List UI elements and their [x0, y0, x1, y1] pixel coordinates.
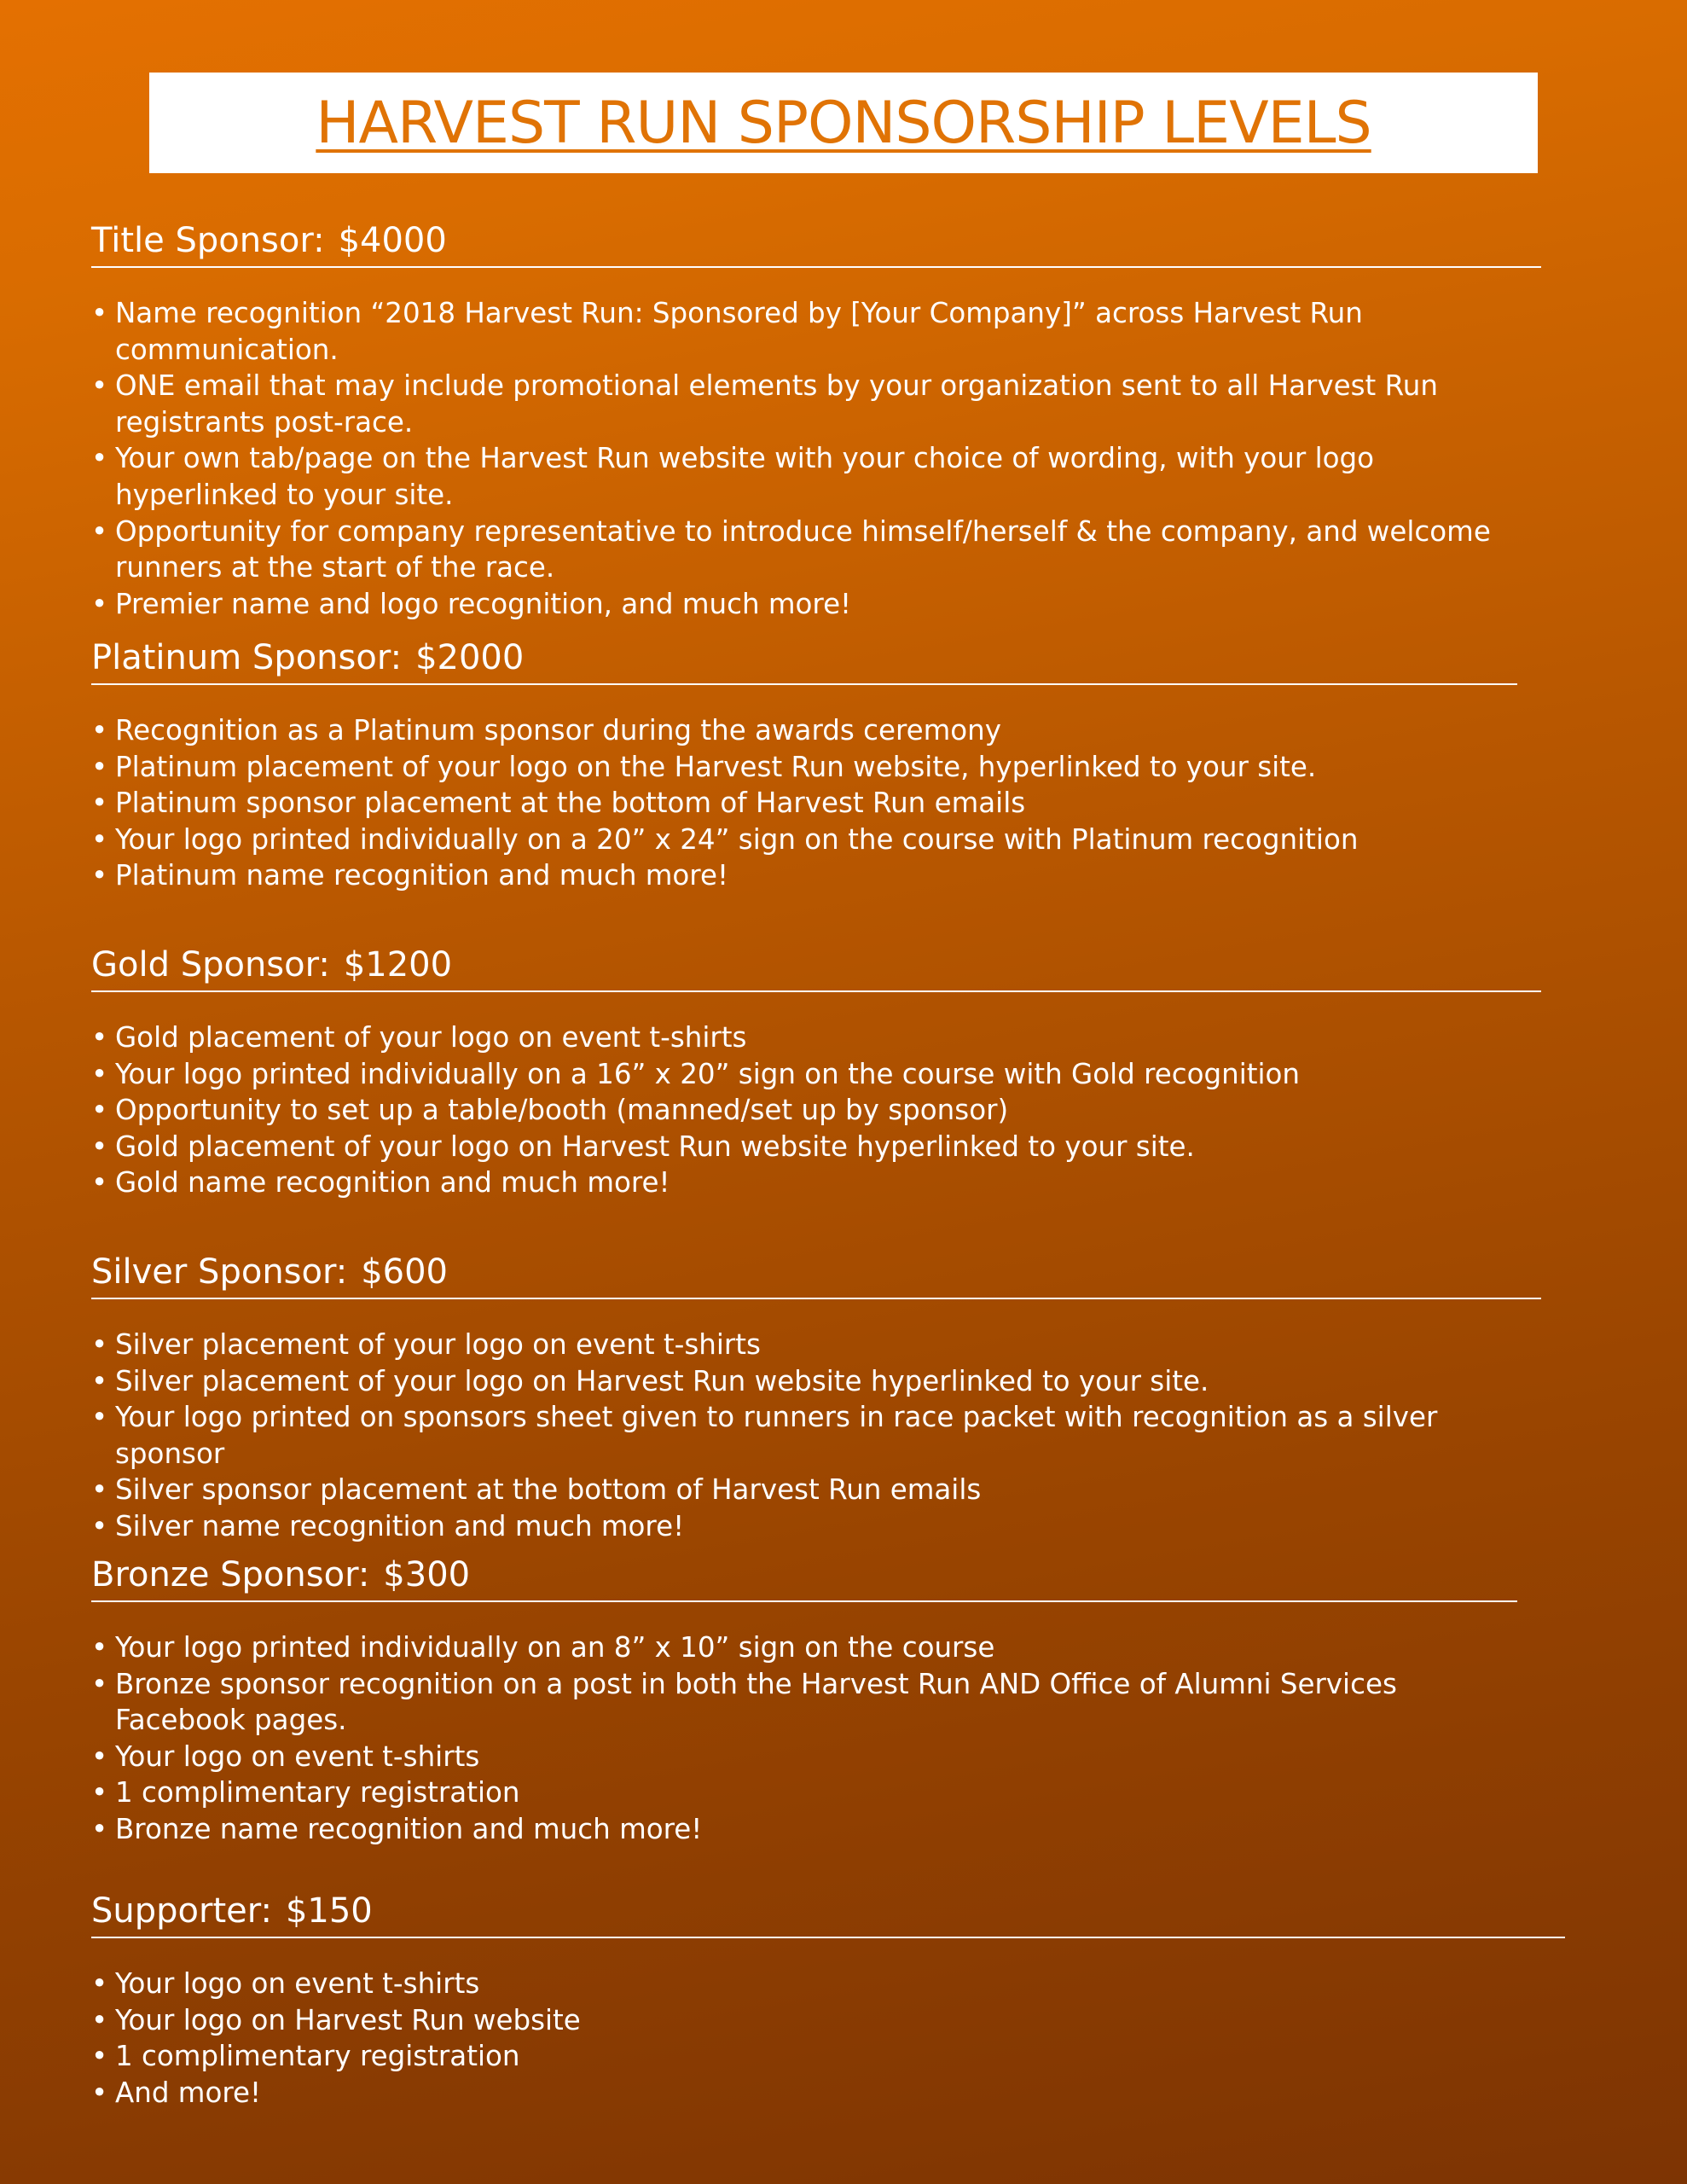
list-item: • Gold placement of your logo on Harvest Run website hyperlinked to your site.: [91, 1129, 1541, 1165]
list-item: • Premier name and logo recognition, and much more!: [91, 586, 1541, 623]
list-item: • 1 complimentary registration: [91, 1774, 1517, 1811]
benefit-list: [91, 1629, 1517, 1848]
list-item: • Your logo on event t-shirts: [91, 1739, 1517, 1775]
list-item: • And more!: [91, 2075, 1565, 2111]
page-title: HARVEST RUN SPONSORSHIP LEVELS: [316, 89, 1371, 157]
level-price: $4000: [338, 221, 447, 260]
list-item: • Name recognition “2018 Harvest Run: Sponsored by [Your Company]” across Harvest Run communication.: [91, 295, 1541, 368]
benefit-list: [91, 712, 1517, 894]
list-item: • Your logo on Harvest Run website: [91, 2002, 1565, 2039]
benefit-list: [91, 295, 1541, 622]
list-item: • Gold name recognition and much more!: [91, 1165, 1541, 1201]
section-title-sponsor: [91, 218, 1541, 622]
level-price: $300: [383, 1555, 471, 1594]
list-item: • Silver placement of your logo on Harvest Run website hyperlinked to your site.: [91, 1363, 1541, 1400]
list-item: • Your logo printed individually on a 20” x 24” sign on the course with Platinum recognition: [91, 822, 1517, 858]
list-item: • Opportunity for company representative to introduce himself/herself & the company, and welcome runners at the start of the race.: [91, 514, 1541, 586]
list-item: • Bronze name recognition and much more!: [91, 1811, 1517, 1848]
list-item: • Silver placement of your logo on event t-shirts: [91, 1327, 1541, 1363]
section-heading: [91, 943, 1541, 992]
benefit-list: [91, 1019, 1541, 1201]
section-supporter: [91, 1889, 1565, 2111]
list-item: • Platinum placement of your logo on the Harvest Run website, hyperlinked to your site.: [91, 749, 1517, 786]
level-price: $600: [361, 1252, 448, 1292]
benefit-list: [91, 1966, 1565, 2111]
section-heading: [91, 1250, 1541, 1299]
list-item: • 1 complimentary registration: [91, 2038, 1565, 2075]
section-heading: [91, 636, 1517, 685]
list-item: • Your logo on event t-shirts: [91, 1966, 1565, 2002]
list-item: • Your own tab/page on the Harvest Run website with your choice of wording, with your logo hyperlinked to your site.: [91, 440, 1541, 513]
section-heading: [91, 1553, 1517, 1602]
list-item: • Bronze sponsor recognition on a post in both the Harvest Run AND Office of Alumni Services Facebook pages.: [91, 1666, 1517, 1739]
title-banner: [149, 73, 1538, 173]
list-item: • Opportunity to set up a table/booth (manned/set up by sponsor): [91, 1092, 1541, 1129]
section-heading: [91, 1889, 1565, 1938]
section-bronze-sponsor: [91, 1553, 1517, 1848]
list-item: • Your logo printed individually on a 16” x 20” sign on the course with Gold recognition: [91, 1056, 1541, 1093]
list-item: • Silver sponsor placement at the bottom of Harvest Run emails: [91, 1472, 1541, 1508]
section-platinum-sponsor: [91, 636, 1517, 894]
list-item: • ONE email that may include promotional elements by your organization sent to all Harvest Run registrants post-race.: [91, 368, 1541, 440]
list-item: • Your logo printed individually on an 8” x 10” sign on the course: [91, 1629, 1517, 1666]
list-item: • Your logo printed on sponsors sheet given to runners in race packet with recognition as a silver sponsor: [91, 1399, 1541, 1472]
benefit-list: [91, 1327, 1541, 1545]
list-item: • Platinum name recognition and much more!: [91, 857, 1517, 894]
level-price: $2000: [415, 638, 525, 677]
level-name: Gold Sponsor:: [91, 945, 330, 985]
list-item: • Gold placement of your logo on event t-shirts: [91, 1019, 1541, 1056]
level-name: Bronze Sponsor:: [91, 1555, 370, 1594]
list-item: • Platinum sponsor placement at the bottom of Harvest Run emails: [91, 785, 1517, 822]
level-price: $150: [285, 1891, 373, 1931]
level-price: $1200: [343, 945, 453, 985]
level-name: Silver Sponsor:: [91, 1252, 348, 1292]
level-name: Platinum Sponsor:: [91, 638, 403, 677]
list-item: • Silver name recognition and much more!: [91, 1508, 1541, 1545]
section-gold-sponsor: [91, 943, 1541, 1201]
level-name: Supporter:: [91, 1891, 272, 1931]
section-silver-sponsor: [91, 1250, 1541, 1545]
section-heading: [91, 218, 1541, 268]
level-name: Title Sponsor:: [91, 221, 325, 260]
list-item: • Recognition as a Platinum sponsor during the awards ceremony: [91, 712, 1517, 749]
